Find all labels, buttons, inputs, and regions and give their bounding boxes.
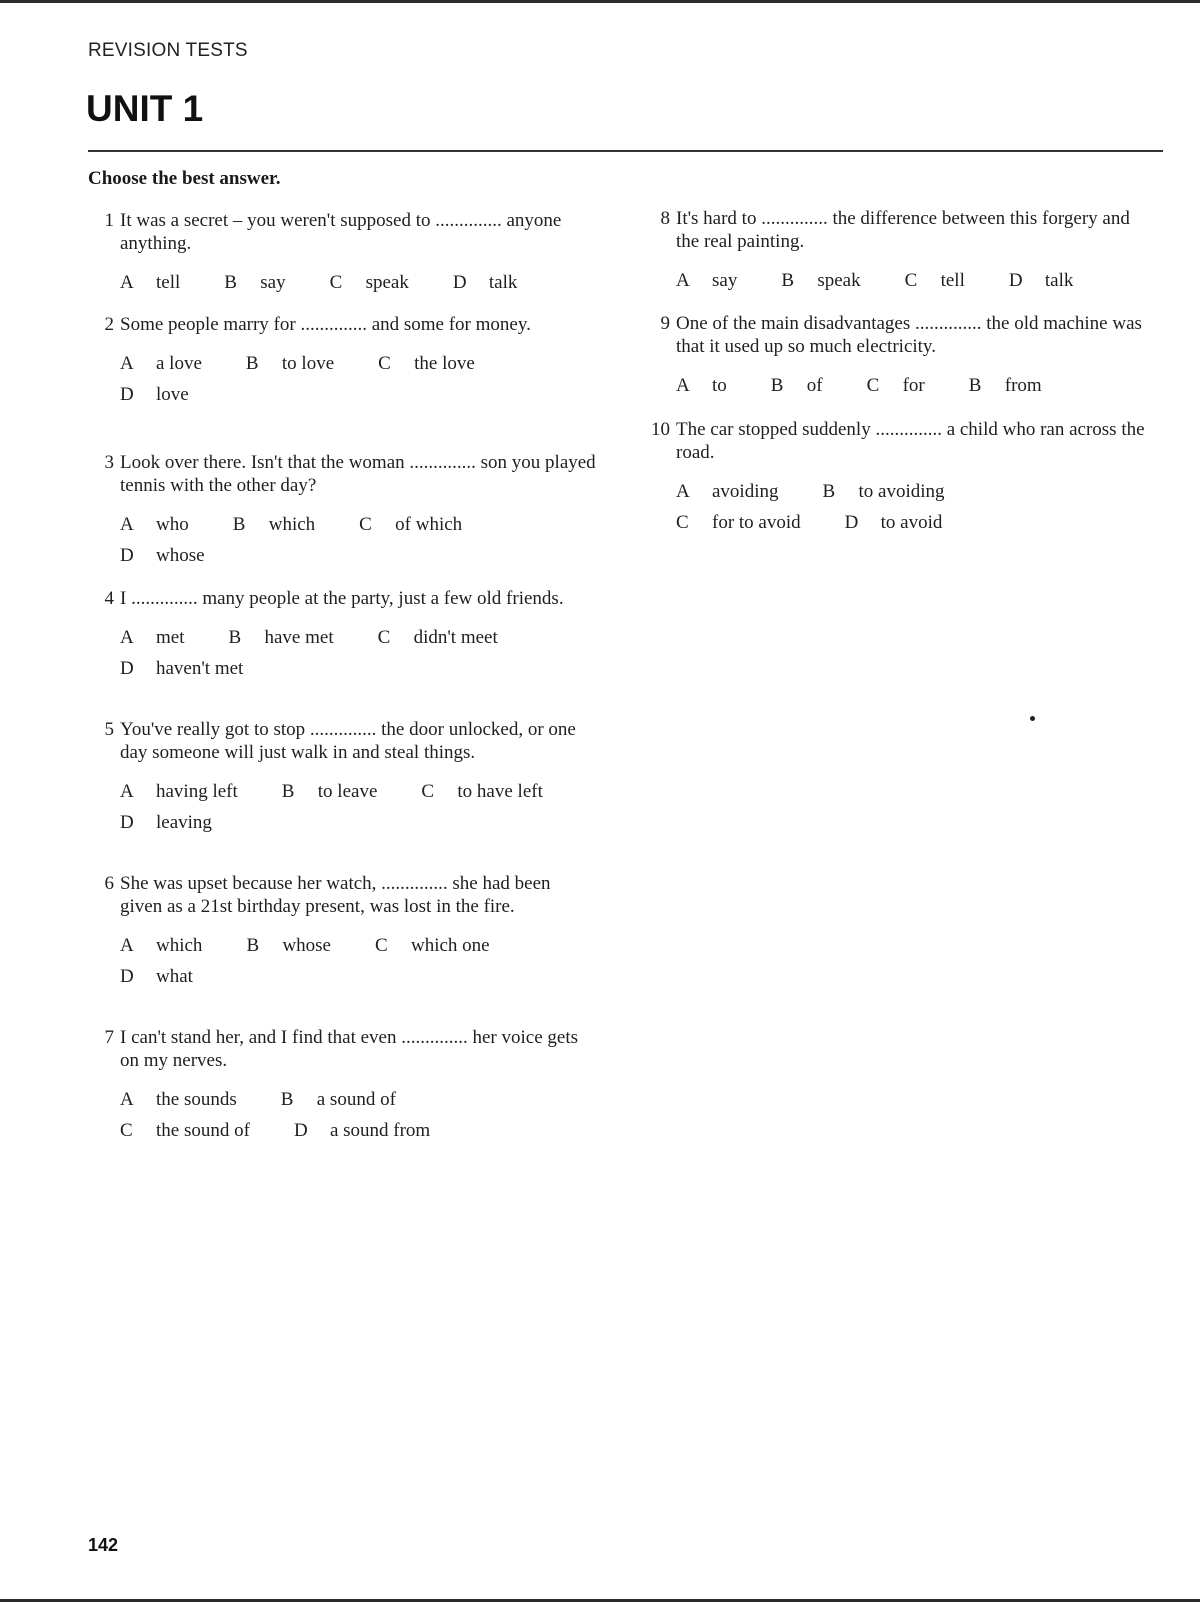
question-6 bbox=[96, 872, 596, 992]
option-a[interactable]: A having left bbox=[120, 780, 238, 802]
option-c[interactable]: C which one bbox=[375, 934, 490, 956]
option-a[interactable]: A the sounds bbox=[120, 1088, 237, 1110]
question-text: Look over there. Isn't that the woman .............. son you played tennis with the other day? bbox=[120, 452, 596, 496]
option-a[interactable]: A met bbox=[120, 626, 185, 648]
question-3 bbox=[96, 451, 596, 571]
question-number: 1 bbox=[104, 210, 114, 231]
title-divider bbox=[88, 150, 1163, 152]
option-d[interactable]: D whose bbox=[120, 544, 205, 566]
option-a[interactable]: A a love bbox=[120, 352, 202, 374]
option-a[interactable]: A who bbox=[120, 513, 189, 535]
option-a[interactable]: A say bbox=[676, 269, 738, 291]
page-number: 142 bbox=[88, 1535, 119, 1555]
section-label: REVISION TESTS bbox=[88, 40, 248, 61]
option-c[interactable]: C the sound of bbox=[120, 1119, 250, 1141]
question-text: The car stopped suddenly .............. a child who ran across the road. bbox=[676, 419, 1145, 463]
question-number: 2 bbox=[104, 314, 114, 335]
question-text: It's hard to .............. the difference between this forgery and the real painting. bbox=[676, 208, 1130, 252]
option-c[interactable]: C to have left bbox=[421, 780, 543, 802]
question-4 bbox=[96, 587, 596, 684]
option-d[interactable]: D talk bbox=[452, 271, 518, 293]
option-c[interactable]: C of which bbox=[359, 513, 463, 535]
question-number: 6 bbox=[104, 873, 114, 894]
question-7 bbox=[96, 1026, 596, 1146]
question-10 bbox=[652, 418, 1152, 538]
option-c[interactable]: C tell bbox=[904, 269, 965, 291]
option-a[interactable]: A which bbox=[120, 934, 203, 956]
option-d[interactable]: D a sound from bbox=[293, 1119, 431, 1141]
question-1 bbox=[96, 209, 596, 298]
question-text: She was upset because her watch, .............. she had been given as a 21st birthday present, was lost in the fire. bbox=[120, 873, 551, 917]
option-b[interactable]: B to love bbox=[245, 352, 335, 374]
instruction-text: Choose the best answer. bbox=[88, 168, 281, 189]
option-b[interactable]: B to avoiding bbox=[822, 480, 945, 502]
option-b[interactable]: B which bbox=[232, 513, 316, 535]
scan-speck bbox=[1030, 716, 1035, 721]
option-d[interactable]: D leaving bbox=[120, 811, 212, 833]
question-number: 10 bbox=[651, 419, 670, 440]
option-b[interactable]: B whose bbox=[246, 934, 331, 956]
unit-title: UNIT 1 bbox=[86, 88, 204, 129]
option-d[interactable]: D haven't met bbox=[120, 657, 244, 679]
option-c[interactable]: C speak bbox=[329, 271, 409, 293]
question-number: 7 bbox=[104, 1027, 114, 1048]
question-text: It was a secret – you weren't supposed to .............. anyone anything. bbox=[120, 210, 562, 254]
option-a[interactable]: A avoiding bbox=[676, 480, 779, 502]
option-c[interactable]: C the love bbox=[378, 352, 475, 374]
question-number: 5 bbox=[104, 719, 114, 740]
option-a[interactable]: A to bbox=[676, 374, 727, 396]
option-b[interactable]: B a sound of bbox=[280, 1088, 396, 1110]
option-c[interactable]: C for bbox=[866, 374, 925, 396]
question-number: 8 bbox=[660, 208, 670, 229]
option-a[interactable]: A tell bbox=[120, 271, 181, 293]
option-d[interactable]: D to avoid bbox=[844, 511, 943, 533]
question-text: I .............. many people at the party, just a few old friends. bbox=[120, 588, 564, 609]
option-b[interactable]: B to leave bbox=[281, 780, 378, 802]
question-number: 4 bbox=[104, 588, 114, 609]
question-text: I can't stand her, and I find that even .............. her voice gets on my nerves. bbox=[120, 1027, 578, 1071]
question-number: 3 bbox=[104, 452, 114, 473]
option-d[interactable]: D love bbox=[120, 383, 189, 405]
option-b[interactable]: B have met bbox=[228, 626, 334, 648]
option-b[interactable]: B speak bbox=[781, 269, 861, 291]
question-text: You've really got to stop .............. the door unlocked, or one day someone will just walk in and steal things. bbox=[120, 719, 576, 763]
option-d[interactable]: B from bbox=[968, 374, 1042, 396]
question-5 bbox=[96, 718, 596, 838]
option-d[interactable]: D talk bbox=[1008, 269, 1074, 291]
option-c[interactable]: C for to avoid bbox=[676, 511, 801, 533]
question-text: One of the main disadvantages .............. the old machine was that it used up so much electricity. bbox=[676, 313, 1142, 357]
option-b[interactable]: B say bbox=[224, 271, 286, 293]
question-text: Some people marry for .............. and some for money. bbox=[120, 314, 531, 335]
option-b[interactable]: B of bbox=[770, 374, 823, 396]
top-border-line bbox=[0, 0, 1200, 3]
question-number: 9 bbox=[660, 313, 670, 334]
option-d[interactable]: D what bbox=[120, 965, 193, 987]
question-8 bbox=[652, 207, 1152, 296]
option-c[interactable]: C didn't meet bbox=[377, 626, 498, 648]
question-9 bbox=[652, 312, 1152, 401]
question-2 bbox=[96, 313, 596, 410]
